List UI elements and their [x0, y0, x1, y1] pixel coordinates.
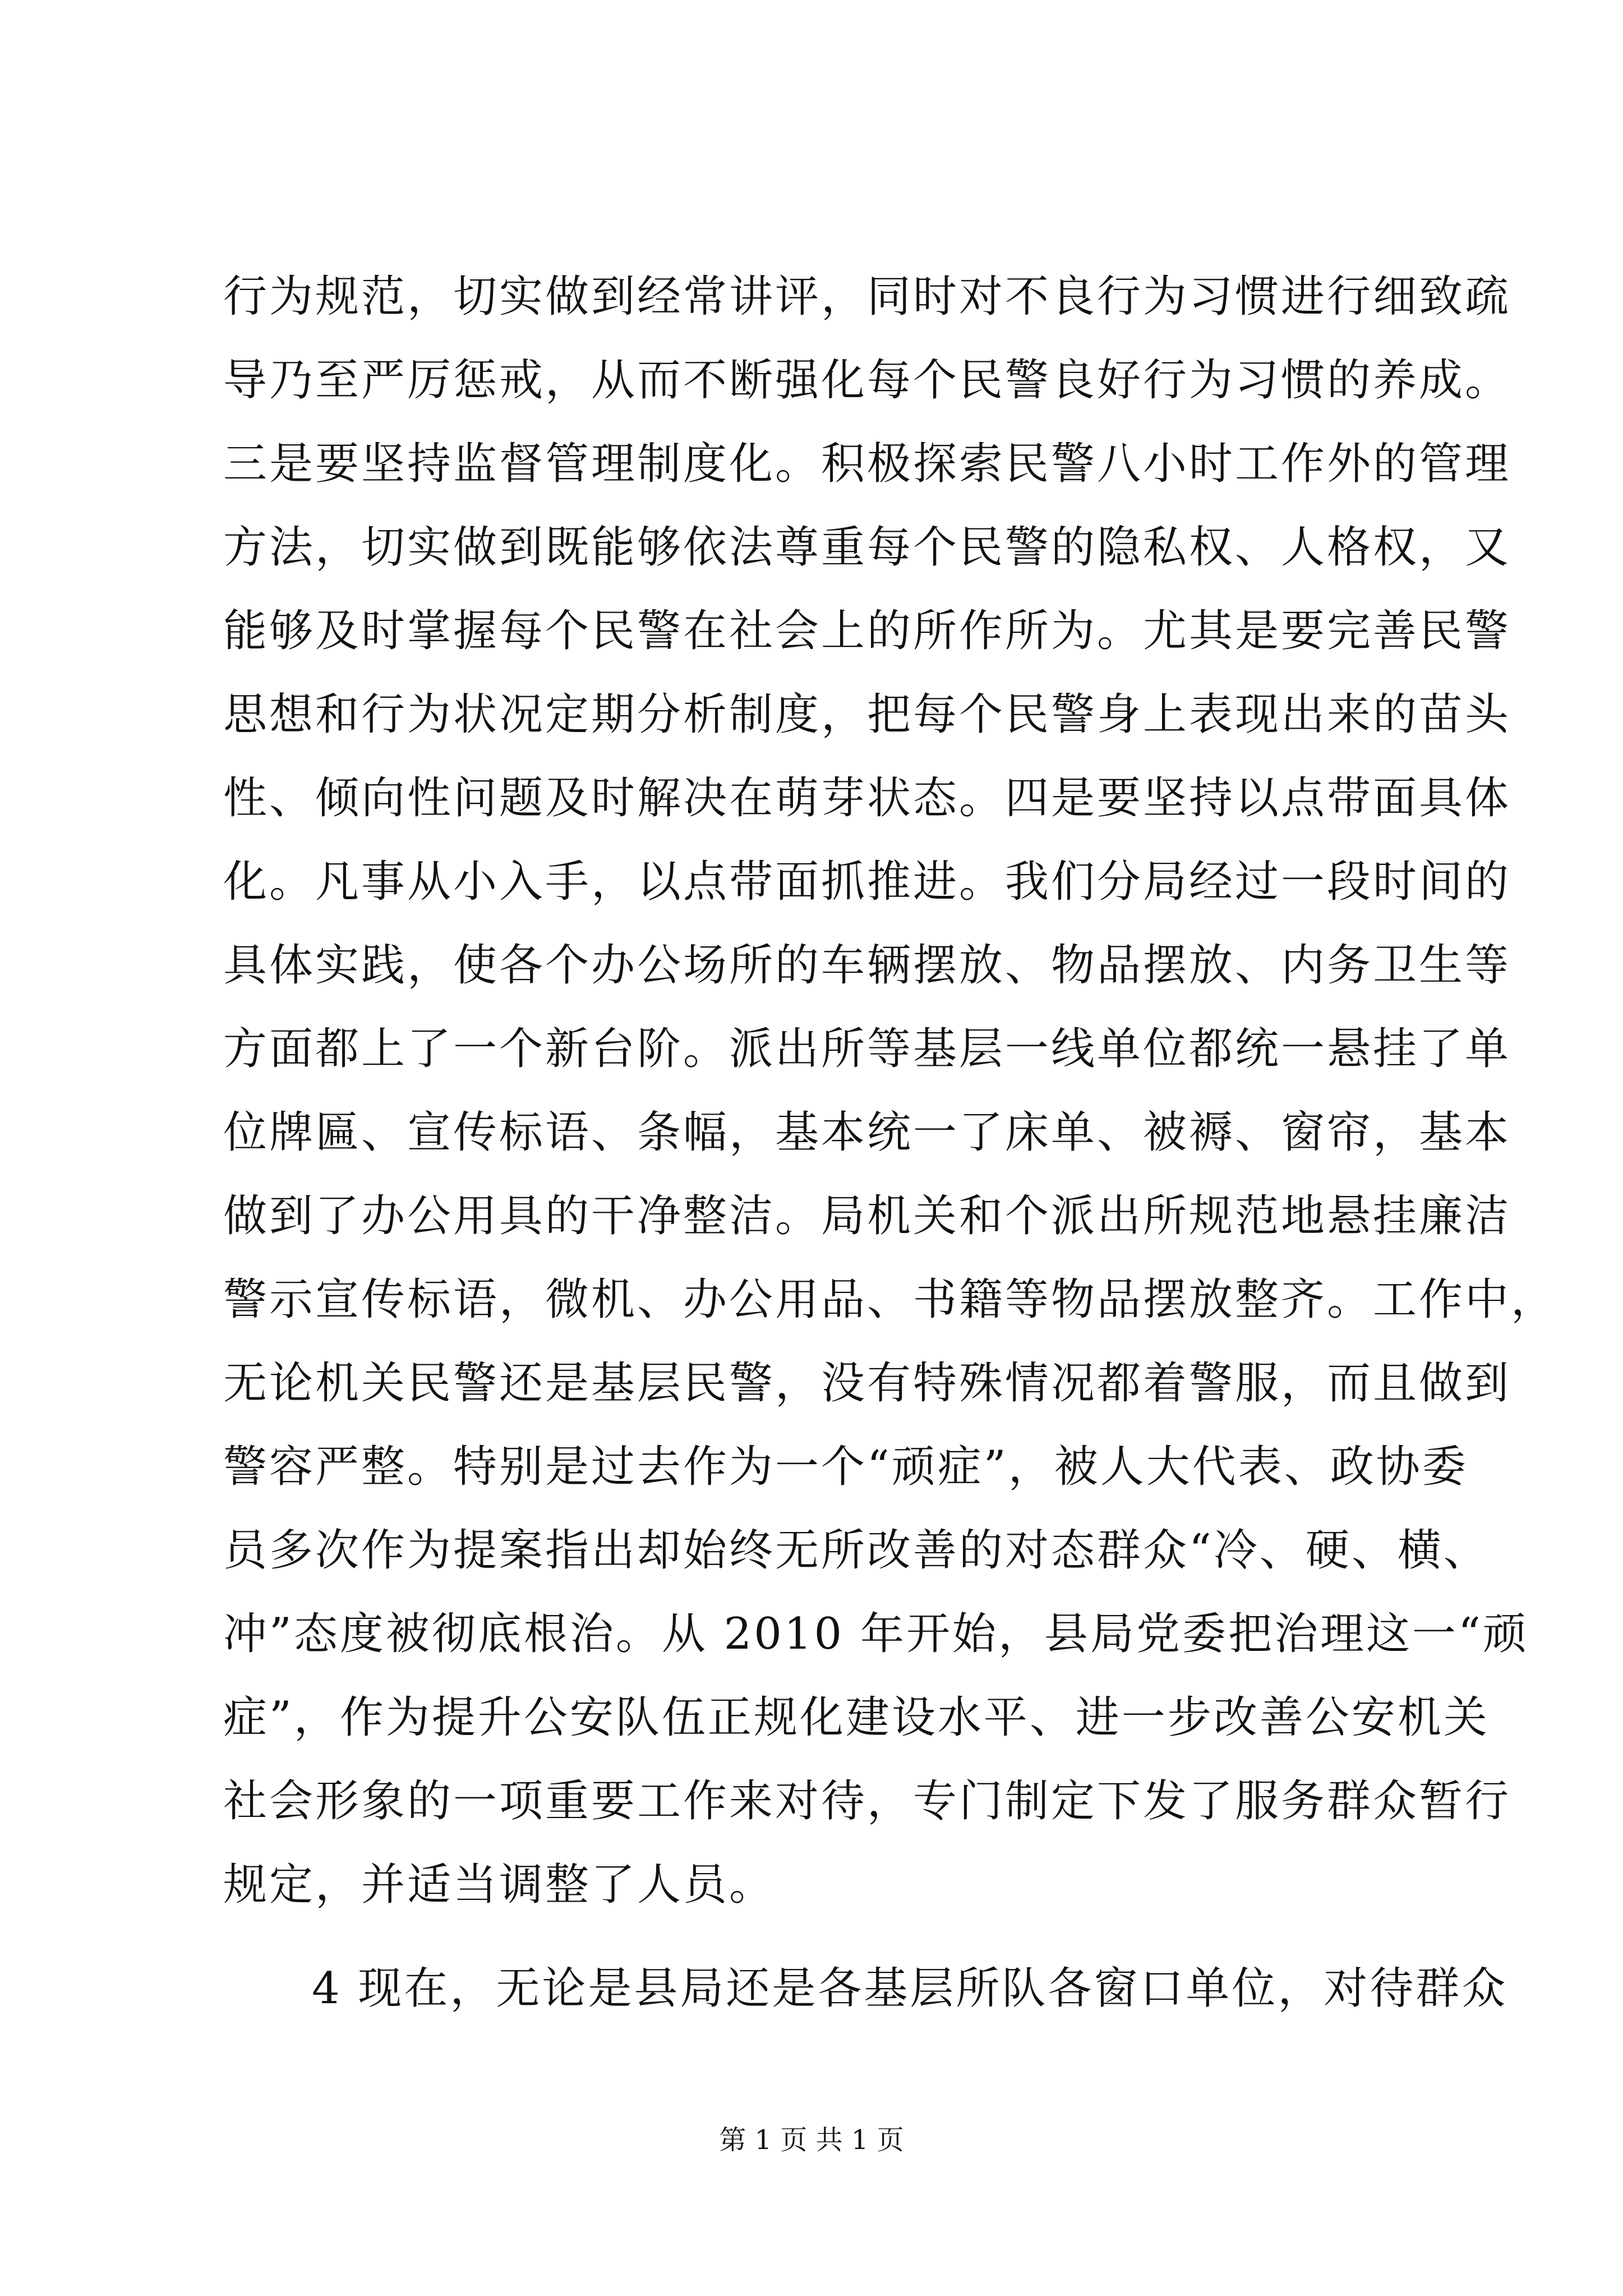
- body-text: [223, 255, 1557, 2031]
- text-line: 警容严整。特别是过去作为一个“顽症”，被人大代表、政协委: [223, 1442, 1468, 1492]
- text-line: 具体实践，使各个办公场所的车辆摆放、物品摆放、内务卫生等: [223, 940, 1511, 991]
- text-line: 社会形象的一项重要工作来对待，专门制定下发了服务群众暂行: [223, 1776, 1511, 1826]
- text-line: 思想和行为状况定期分析制度，把每个民警身上表现出来的苗头: [223, 689, 1511, 740]
- page-footer: 第 1 页 共 1 页: [719, 2124, 904, 2156]
- text-line: 位牌匾、宣传标语、条幅，基本统一了床单、被褥、窗帘，基本: [223, 1107, 1511, 1158]
- text-line: 规定，并适当调整了人员。: [223, 1860, 776, 1910]
- paragraph: [223, 1947, 1508, 2031]
- text-line: 三是要坚持监督管理制度化。积极探索民警八小时工作外的管理: [223, 439, 1511, 489]
- text-line: 导乃至严厉惩戒，从而不断强化每个民警良好行为习惯的养成。: [223, 355, 1511, 406]
- text-line: 能够及时掌握每个民警在社会上的所作所为。尤其是要完善民警: [223, 606, 1511, 656]
- paragraph: [223, 255, 1557, 1927]
- text-line: 冲”态度被彻底根治。从 2010 年开始，县局党委把治理这一“顽: [223, 1609, 1529, 1659]
- text-line: 警示宣传标语，微机、办公用品、书籍等物品摆放整齐。工作中，: [223, 1274, 1557, 1325]
- text-line: 方法，切实做到既能够依法尊重每个民警的隐私权、人格权，又: [223, 522, 1511, 573]
- text-line: 做到了办公用具的干净整洁。局机关和个派出所规范地悬挂廉洁: [223, 1191, 1511, 1241]
- text-line: 方面都上了一个新台阶。派出所等基层一线单位都统一悬挂了单: [223, 1024, 1511, 1074]
- text-line: 无论机关民警还是基层民警，没有特殊情况都着警服，而且做到: [223, 1358, 1511, 1409]
- text-line: 症”，作为提升公安队伍正规化建设水平、进一步改善公安机关: [223, 1692, 1490, 1743]
- text-line: 员多次作为提案指出却始终无所改善的对态群众“冷、硬、横、: [223, 1525, 1490, 1576]
- text-line: 性、倾向性问题及时解决在萌芽状态。四是要坚持以点带面具体: [223, 773, 1511, 823]
- text-line: 行为规范，切实做到经常讲评，同时对不良行为习惯进行细致疏: [223, 272, 1511, 322]
- text-line: 化。凡事从小入手，以点带面抓推进。我们分局经过一段时间的: [223, 857, 1511, 907]
- text-line: 4 现在，无论是县局还是各基层所队各窗口单位，对待群众: [312, 1963, 1508, 2014]
